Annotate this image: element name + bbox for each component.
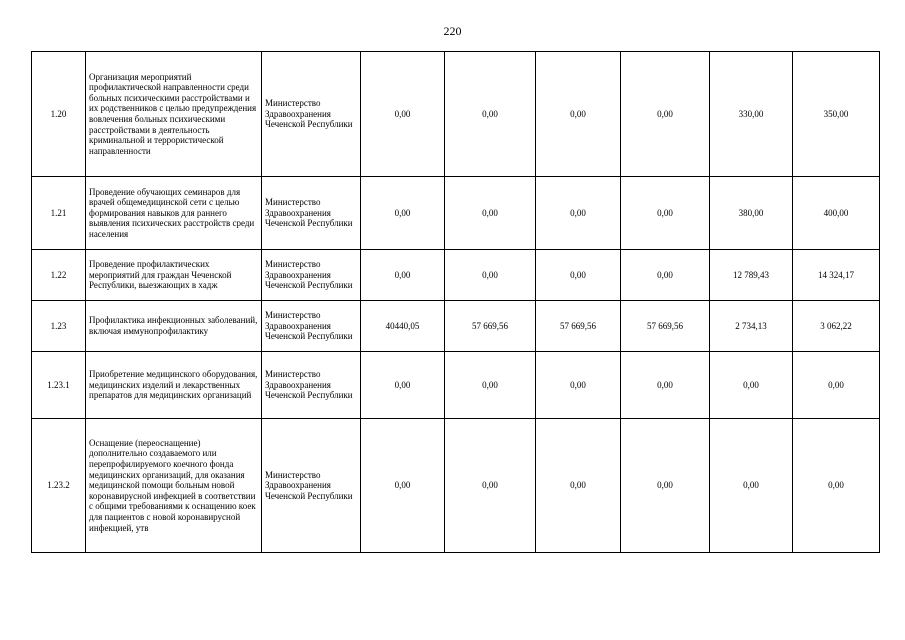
row-description: Оснащение (переоснащение) дополнительно создаваемого или перепрофилируемого коечного фонда медицинских организаций, для оказания медицинской помощи больным новой коронавирусной инфекцией в соответствии с общими требованиями к оснащению коек для пациентов с новой коронавирусной инфекцией, утв — [86, 419, 262, 553]
row-value: 350,00 — [793, 52, 880, 177]
row-value: 0,00 — [361, 352, 445, 419]
row-value: 0,00 — [793, 352, 880, 419]
row-value: 0,00 — [621, 419, 710, 553]
row-number: 1.23.2 — [32, 419, 86, 553]
row-value: 0,00 — [361, 419, 445, 553]
page-number: 220 — [443, 24, 462, 38]
row-organization: Министерство Здравоохранения Чеченской Республики — [262, 352, 361, 419]
row-value: 0,00 — [710, 419, 793, 553]
row-value: 330,00 — [710, 52, 793, 177]
row-value: 0,00 — [536, 419, 621, 553]
table-row — [32, 301, 880, 352]
row-description: Организация мероприятий профилактической направленности среди больных психическими расстройствами и их родственников с целью предупреждения вовлечения больных психическими расстройствами в деятельность криминальной и террористической направленности — [86, 52, 262, 177]
row-organization: Министерство Здравоохранения Чеченской Республики — [262, 52, 361, 177]
table-row — [32, 177, 880, 250]
row-value: 0,00 — [621, 250, 710, 301]
row-description: Приобретение медицинского оборудования, медицинских изделий и лекарственных препаратов для медицинских организаций — [86, 352, 262, 419]
row-number: 1.23 — [32, 301, 86, 352]
row-value: 0,00 — [361, 250, 445, 301]
row-value: 380,00 — [710, 177, 793, 250]
row-value: 0,00 — [445, 352, 536, 419]
row-value: 0,00 — [536, 352, 621, 419]
row-organization: Министерство Здравоохранения Чеченской Республики — [262, 250, 361, 301]
row-value: 0,00 — [445, 419, 536, 553]
budget-table — [31, 51, 880, 553]
row-value: 12 789,43 — [710, 250, 793, 301]
row-value: 0,00 — [536, 250, 621, 301]
table-row — [32, 419, 880, 553]
row-description: Профилактика инфекционных заболеваний, включая иммунопрофилактику — [86, 301, 262, 352]
row-description: Проведение профилактических мероприятий для граждан Чеченской Республики, выезжающих в хадж — [86, 250, 262, 301]
row-organization: Министерство Здравоохранения Чеченской Республики — [262, 177, 361, 250]
row-value: 0,00 — [710, 352, 793, 419]
row-organization: Министерство Здравоохранения Чеченской Республики — [262, 301, 361, 352]
row-value: 3 062,22 — [793, 301, 880, 352]
row-value: 0,00 — [536, 177, 621, 250]
row-value: 0,00 — [621, 177, 710, 250]
row-number: 1.21 — [32, 177, 86, 250]
row-value: 0,00 — [621, 52, 710, 177]
row-value: 0,00 — [361, 52, 445, 177]
row-value: 0,00 — [445, 52, 536, 177]
row-organization: Министерство Здравоохранения Чеченской Республики — [262, 419, 361, 553]
row-value: 0,00 — [621, 352, 710, 419]
row-value: 0,00 — [793, 419, 880, 553]
row-value: 0,00 — [445, 177, 536, 250]
row-description: Проведение обучающих семинаров для врачей общемедицинской сети с целью формирования навыков для раннего выявления психических расстройств среди населения — [86, 177, 262, 250]
row-value: 40440,05 — [361, 301, 445, 352]
table-row — [32, 352, 880, 419]
row-value: 14 324,17 — [793, 250, 880, 301]
row-value: 400,00 — [793, 177, 880, 250]
row-value: 57 669,56 — [536, 301, 621, 352]
table-row — [32, 250, 880, 301]
row-value: 57 669,56 — [621, 301, 710, 352]
row-value: 2 734,13 — [710, 301, 793, 352]
table-row — [32, 52, 880, 177]
row-value: 0,00 — [361, 177, 445, 250]
row-value: 0,00 — [536, 52, 621, 177]
row-value: 57 669,56 — [445, 301, 536, 352]
row-number: 1.20 — [32, 52, 86, 177]
row-value: 0,00 — [445, 250, 536, 301]
row-number: 1.23.1 — [32, 352, 86, 419]
row-number: 1.22 — [32, 250, 86, 301]
